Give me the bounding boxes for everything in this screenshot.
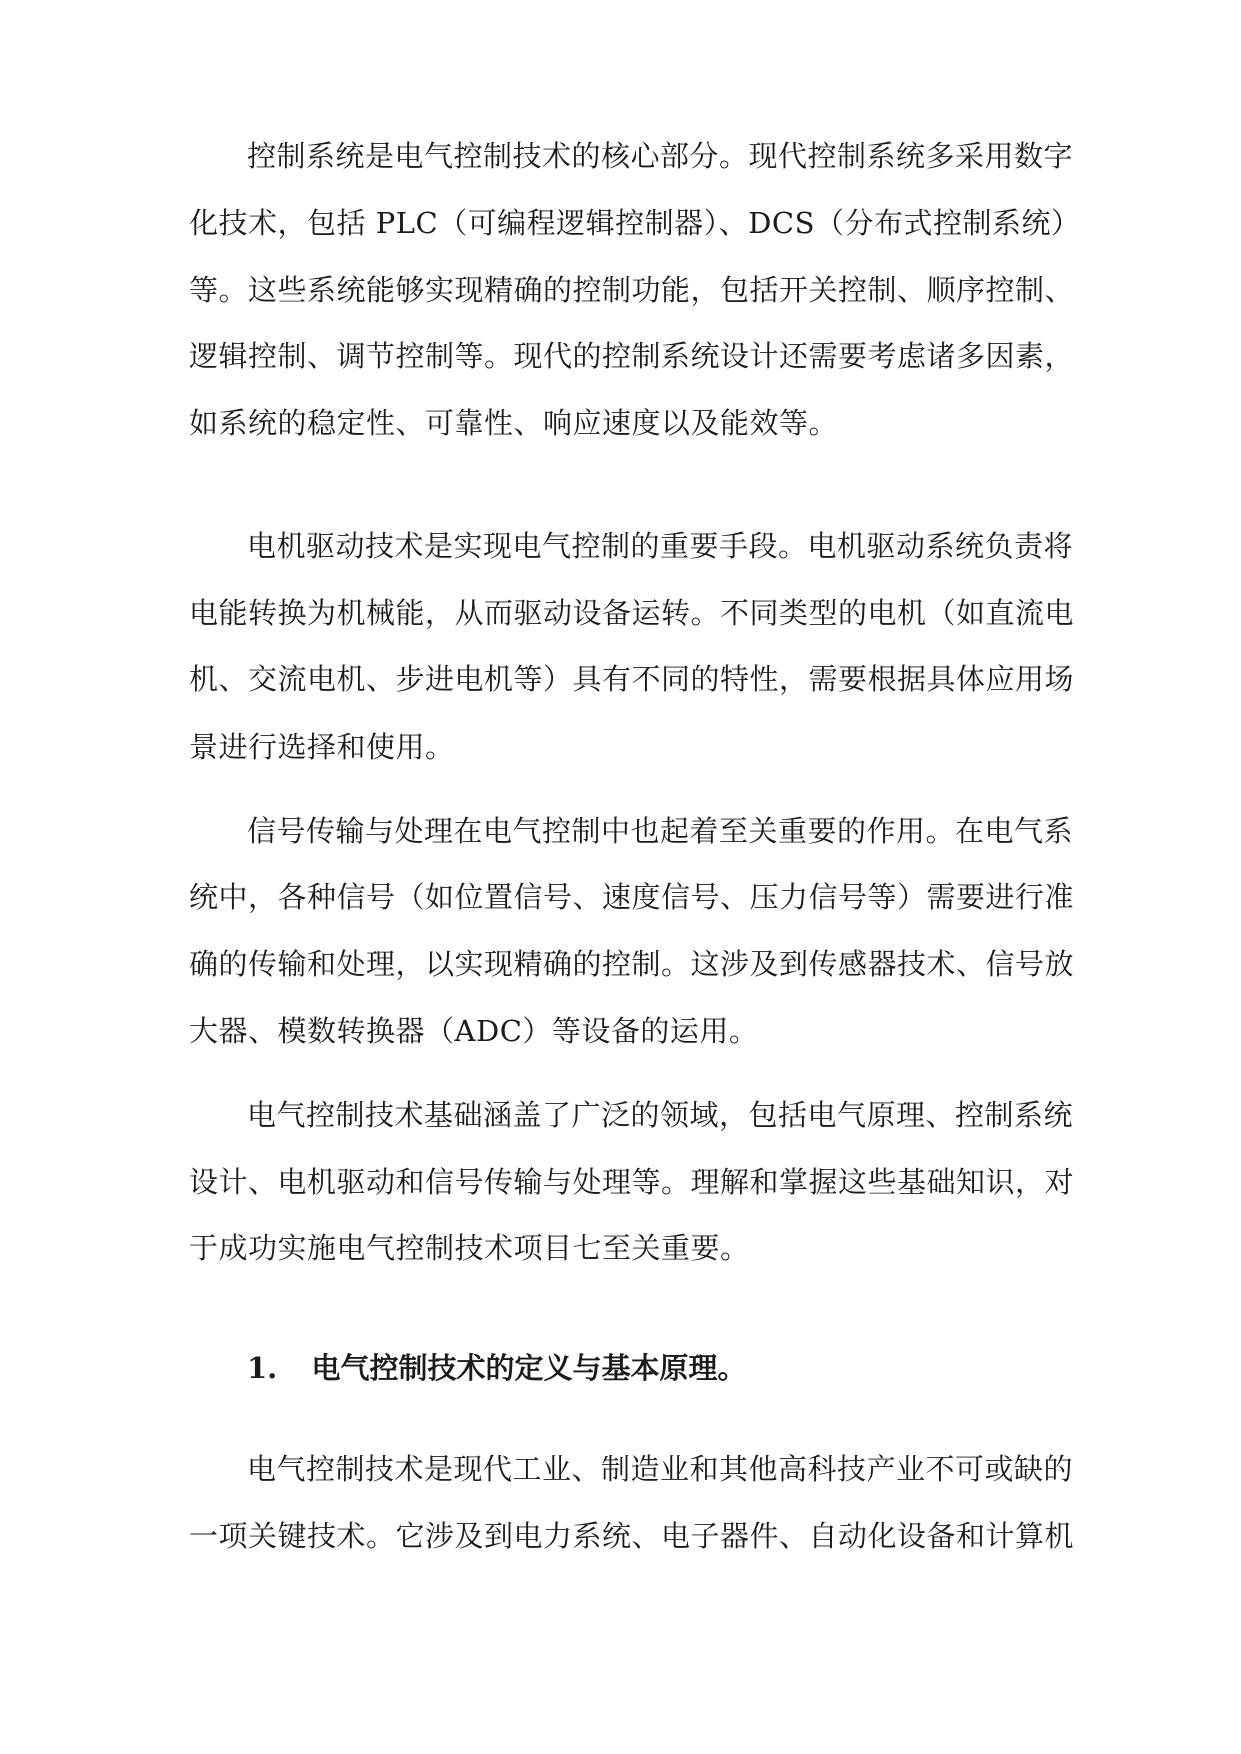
text-line: 电气控制技术基础涵盖了广泛的领域，包括电气原理、控制系统	[247, 1098, 1074, 1132]
text-line: 等。这些系统能够实现精确的控制功能，包括开关控制、顺序控制、	[189, 273, 1075, 307]
text-line: 电能转换为机械能，从而驱动设备运转。不同类型的电机（如直流电	[189, 596, 1075, 630]
heading-title: 电气控制技术的定义与基本原理。	[311, 1351, 747, 1385]
text-line: 电气控制技术是现代工业、制造业和其他高科技产业不可或缺的	[247, 1452, 1074, 1486]
text-line: 机、交流电机、步进电机等）具有不同的特性，需要根据具体应用场	[189, 662, 1075, 696]
section-heading	[247, 1348, 747, 1388]
text-line: 化技术，包括 PLC（可编程逻辑控制器）、DCS（分布式控制系统）	[189, 206, 1081, 240]
text-line: 电机驱动技术是实现电气控制的重要手段。电机驱动系统负责将	[247, 529, 1074, 563]
text-line: 设计、电机驱动和信号传输与处理等。理解和掌握这些基础知识，对	[189, 1165, 1075, 1199]
text-line: 一项关键技术。它涉及到电力系统、电子器件、自动化设备和计算机	[189, 1519, 1075, 1553]
text-line: 统中，各种信号（如位置信号、速度信号、压力信号等）需要进行准	[189, 880, 1075, 914]
text-line: 确的传输和处理，以实现精确的控制。这涉及到传感器技术、信号放	[189, 947, 1075, 981]
text-line: 如系统的稳定性、可靠性、响应速度以及能效等。	[189, 406, 839, 440]
text-line: 景进行选择和使用。	[189, 730, 455, 764]
text-line: 大器、模数转换器（ADC）等设备的运用。	[189, 1014, 759, 1048]
text-line: 控制系统是电气控制技术的核心部分。现代控制系统多采用数字	[247, 139, 1074, 173]
text-line: 于成功实施电气控制技术项目七至关重要。	[189, 1231, 750, 1265]
text-line: 逻辑控制、调节控制等。现代的控制系统设计还需要考虑诸多因素，	[189, 339, 1075, 373]
heading-number: 1.	[247, 1351, 278, 1385]
text-line: 信号传输与处理在电气控制中也起着至关重要的作用。在电气系	[247, 814, 1074, 848]
